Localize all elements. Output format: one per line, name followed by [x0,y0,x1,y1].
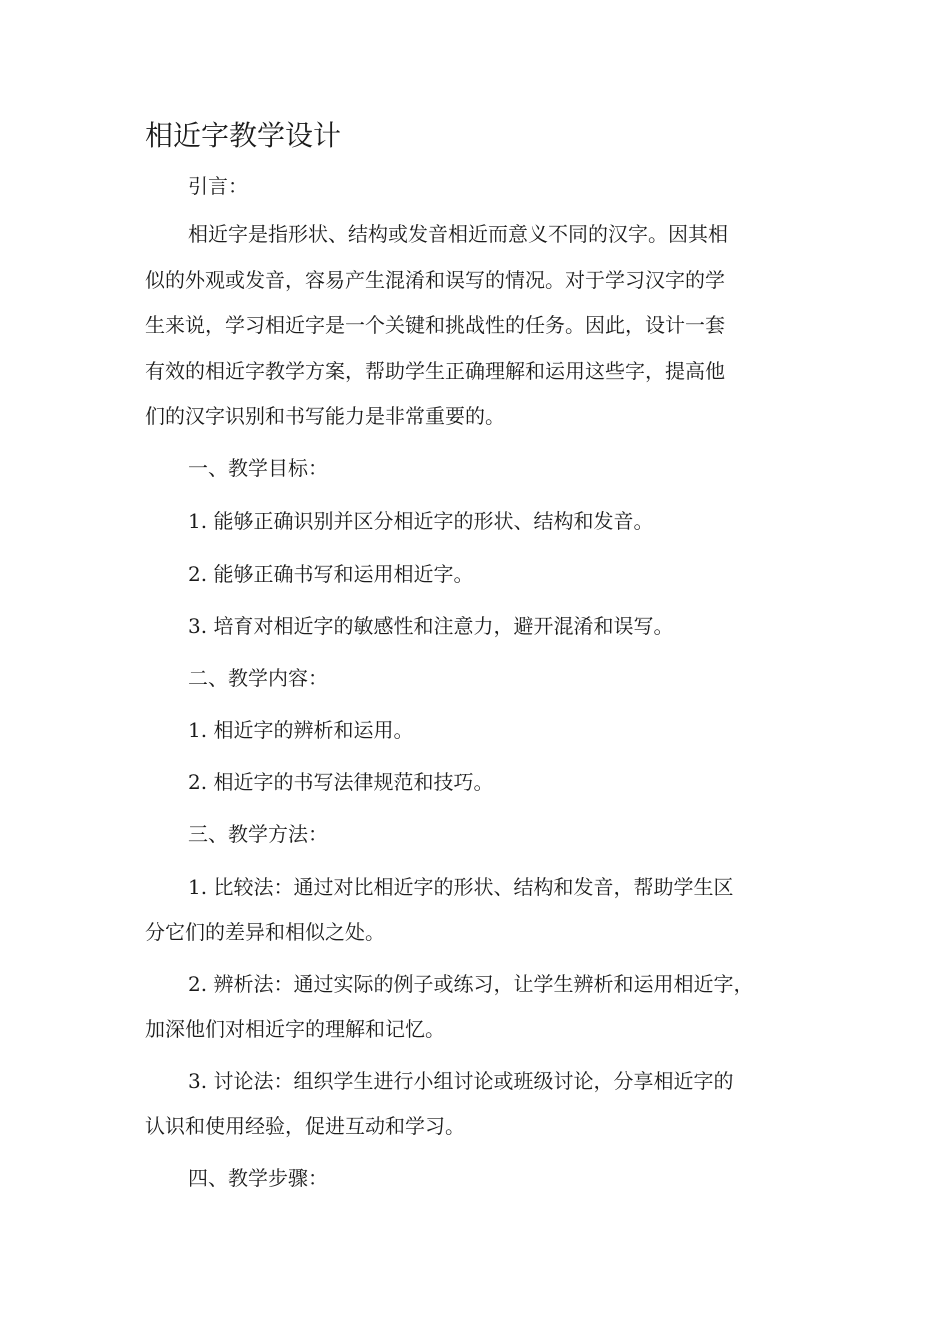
method-item-line: 2. 辨析法：通过实际的例子或练习，让学生辨析和运用相近字， [188,972,754,996]
method-item-line: 加深他们对相近字的理解和记忆。 [145,1017,445,1041]
document-title: 相近字教学设计 [145,119,342,152]
intro-paragraph-line: 相近字是指形状、结构或发音相近而意义不同的汉字。因其相 [188,222,728,246]
method-item-line: 分它们的差异和相似之处。 [145,920,385,944]
section-heading-content: 二、教学内容： [188,666,328,690]
intro-paragraph-line: 有效的相近字教学方案，帮助学生正确理解和运用这些字，提高他 [145,359,725,383]
method-item-line: 3. 讨论法：组织学生进行小组讨论或班级讨论，分享相近字的 [188,1069,734,1093]
intro-paragraph-line: 似的外观或发音，容易产生混淆和误写的情况。对于学习汉字的学 [145,268,725,292]
section-heading-goals: 一、教学目标： [188,456,328,480]
content-item: 1. 相近字的辨析和运用。 [188,718,414,742]
method-item-line: 1. 比较法：通过对比相近字的形状、结构和发音，帮助学生区 [188,875,734,899]
intro-heading: 引言： [188,174,248,198]
intro-paragraph-line: 们的汉字识别和书写能力是非常重要的。 [145,404,505,428]
goal-item: 1. 能够正确识别并区分相近字的形状、结构和发音。 [188,509,654,533]
goal-item: 2. 能够正确书写和运用相近字。 [188,562,474,586]
intro-paragraph-line: 生来说，学习相近字是一个关键和挑战性的任务。因此，设计一套 [145,313,725,337]
content-item: 2. 相近字的书写法律规范和技巧。 [188,770,494,794]
method-item-line: 认识和使用经验，促进互动和学习。 [145,1114,465,1138]
section-heading-methods: 三、教学方法： [188,822,328,846]
goal-item: 3. 培育对相近字的敏感性和注意力，避开混淆和误写。 [188,614,674,638]
section-heading-steps: 四、教学步骤： [188,1166,328,1190]
